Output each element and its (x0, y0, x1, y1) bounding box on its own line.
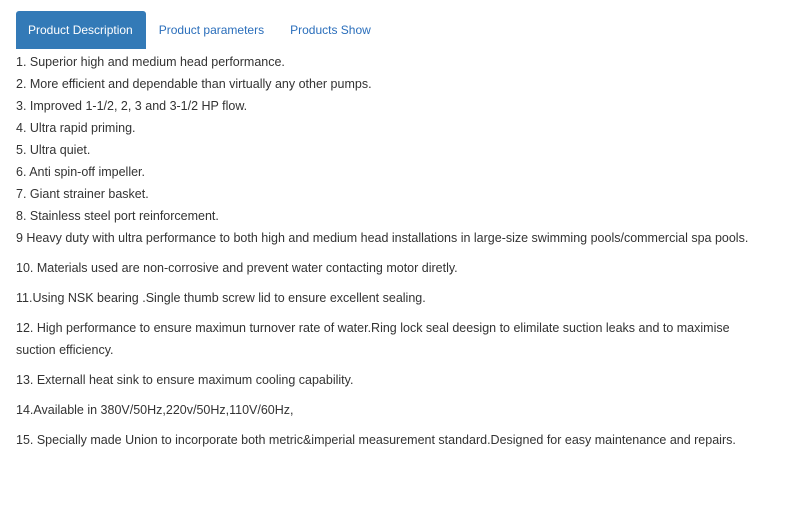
feature-item: 8. Stainless steel port reinforcement. (16, 209, 219, 223)
feature-paragraph: 12. High performance to ensure maximun turnover rate of water.Ring lock seal deesign to elimilate suction leaks and to maximise suction efficiency. (16, 321, 730, 357)
feature-paragraph: 14.Available in 380V/50Hz,220v/50Hz,110V/60Hz, (16, 403, 294, 417)
tab-products-show[interactable]: Products Show (290, 23, 371, 37)
feature-item: 6. Anti spin-off impeller. (16, 165, 146, 179)
feature-paragraph: 13. Externall heat sink to ensure maximum cooling capability. (16, 373, 354, 387)
tab-bar (16, 11, 384, 49)
feature-item: 1. Superior high and medium head performance. (16, 55, 285, 69)
feature-item: 2. More efficient and dependable than virtually any other pumps. (16, 77, 372, 91)
feature-item: 7. Giant strainer basket. (16, 187, 149, 201)
tab-product-parameters[interactable]: Product parameters (158, 23, 265, 37)
feature-item: 4. Ultra rapid priming. (16, 121, 136, 135)
feature-item: 3. Improved 1-1/2, 2, 3 and 3-1/2 HP flow. (16, 99, 248, 113)
tab-product-description[interactable]: Product Description (16, 11, 146, 49)
feature-paragraph: 11.Using NSK bearing .Single thumb screw lid to ensure excellent sealing. (16, 291, 426, 305)
product-description-content (16, 51, 756, 459)
feature-paragraph: 15. Specially made Union to incorporate both metric&imperial measurement standard.Designed for easy maintenance and repairs. (16, 433, 736, 447)
feature-paragraph: 9 Heavy duty with ultra performance to both high and medium head installations in large-size swimming pools/commercial spa pools. (16, 231, 749, 245)
feature-paragraph: 10. Materials used are non-corrosive and prevent water contacting motor diretly. (16, 261, 458, 275)
feature-item: 5. Ultra quiet. (16, 143, 91, 157)
